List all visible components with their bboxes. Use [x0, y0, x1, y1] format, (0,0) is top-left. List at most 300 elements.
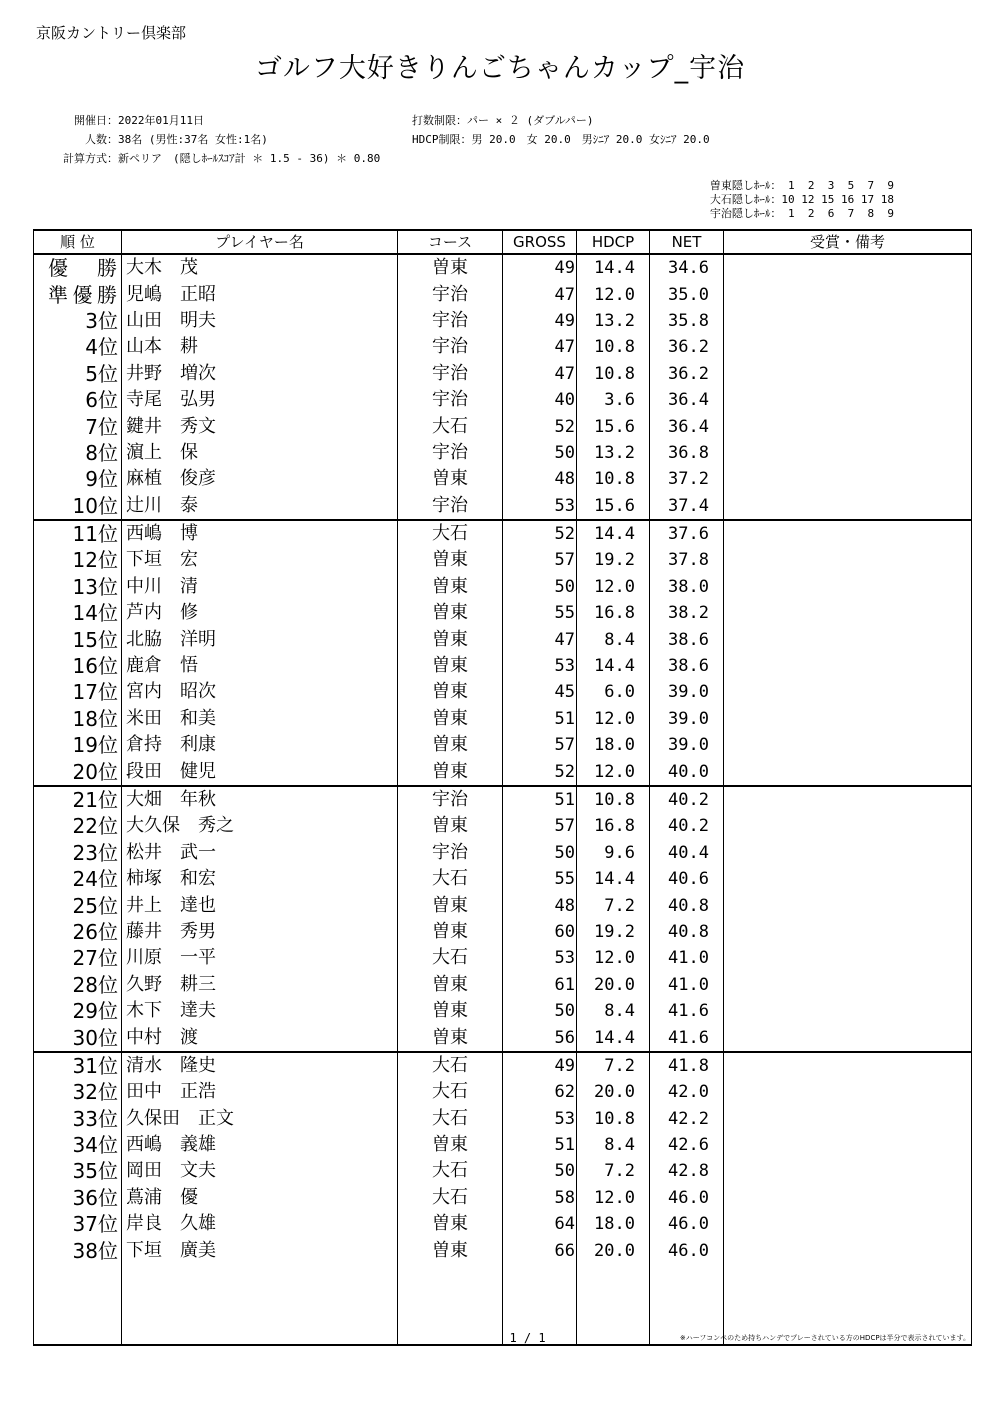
hdcp-cell: 12.0	[577, 706, 650, 732]
hdcp-cell: 8.4	[577, 1132, 650, 1158]
course-cell: 曽東	[398, 892, 503, 918]
rank-cell: 30位	[34, 1024, 122, 1051]
course-cell: 宇治	[398, 308, 503, 334]
player-name-cell: 中村 渡	[122, 1024, 398, 1051]
gross-cell: 50	[503, 574, 577, 600]
table-row	[34, 1106, 972, 1132]
course-cell: 宇治	[398, 840, 503, 866]
course-cell: 宇治	[398, 361, 503, 387]
hdcp-limit-label: HDCP制限：	[412, 133, 472, 146]
table-row	[34, 520, 972, 547]
gross-cell: 52	[503, 520, 577, 547]
date-label: 開催日：	[74, 114, 118, 127]
gross-cell: 53	[503, 653, 577, 679]
table-row	[34, 972, 972, 998]
course-cell: 宇治	[398, 786, 503, 813]
player-name-cell: 山本 耕	[122, 334, 398, 360]
gross-cell: 47	[503, 361, 577, 387]
table-row	[34, 626, 972, 652]
hdcp-cell: 12.0	[577, 758, 650, 785]
player-name-cell: 倉持 利康	[122, 732, 398, 758]
net-cell: 42.6	[650, 1132, 724, 1158]
hdcp-cell: 12.0	[577, 945, 650, 971]
hdcp-cell: 10.8	[577, 1106, 650, 1132]
rank-cell: 準優勝	[34, 281, 122, 307]
table-row	[34, 1211, 972, 1237]
rank-cell: 21位	[34, 786, 122, 813]
course-cell: 曽東	[398, 679, 503, 705]
gross-cell: 58	[503, 1185, 577, 1211]
course-cell: 大石	[398, 1106, 503, 1132]
remarks-cell	[724, 786, 972, 813]
hdcp-cell: 16.8	[577, 600, 650, 626]
hidden-holes-row	[710, 207, 894, 221]
course-cell: 曽東	[398, 254, 503, 281]
date-value: 2022年01月11日	[118, 114, 204, 127]
course-cell: 曽東	[398, 626, 503, 652]
net-cell: 41.0	[650, 945, 724, 971]
net-cell: 41.8	[650, 1052, 724, 1079]
course-cell: 曽東	[398, 1237, 503, 1263]
rank-cell: 22位	[34, 813, 122, 839]
table-row	[34, 653, 972, 679]
remarks-cell	[724, 813, 972, 839]
player-name-cell: 濵上 保	[122, 440, 398, 466]
gross-cell: 49	[503, 254, 577, 281]
table-row	[34, 387, 972, 413]
course-cell: 曽東	[398, 600, 503, 626]
course-cell: 宇治	[398, 387, 503, 413]
rank-cell: 31位	[34, 1052, 122, 1079]
table-row	[34, 732, 972, 758]
net-cell: 42.0	[650, 1079, 724, 1105]
remarks-cell	[724, 334, 972, 360]
net-cell: 39.0	[650, 679, 724, 705]
player-name-cell: 井上 達也	[122, 892, 398, 918]
net-cell: 37.8	[650, 547, 724, 573]
hdcp-limit-value: 男 20.0 女 20.0 男ｼﾆｱ 20.0 女ｼﾆｱ 20.0	[471, 133, 710, 146]
remarks-cell	[724, 308, 972, 334]
hdcp-cell: 10.8	[577, 466, 650, 492]
gross-cell: 50	[503, 440, 577, 466]
hdcp-cell: 7.2	[577, 1052, 650, 1079]
net-cell: 36.4	[650, 413, 724, 439]
hdcp-cell: 19.2	[577, 547, 650, 573]
rank-cell: 15位	[34, 626, 122, 652]
table-row	[34, 1185, 972, 1211]
hdcp-cell: 14.4	[577, 866, 650, 892]
hdcp-cell: 14.4	[577, 520, 650, 547]
gross-cell: 57	[503, 813, 577, 839]
net-cell: 42.2	[650, 1106, 724, 1132]
footnote: ※ハーフコンペのため持ちハンデでプレーされている方のHDCPは半分で表示されています。	[679, 1334, 970, 1342]
player-name-cell: 麻植 俊彦	[122, 466, 398, 492]
remarks-cell	[724, 679, 972, 705]
course-cell: 曽東	[398, 653, 503, 679]
rank-cell: 6位	[34, 387, 122, 413]
stroke-limit-label: 打数制限：	[412, 114, 467, 127]
table-row	[34, 466, 972, 492]
player-name-cell: 井野 増次	[122, 361, 398, 387]
gross-cell: 66	[503, 1237, 577, 1263]
net-cell: 35.8	[650, 308, 724, 334]
hdcp-cell: 18.0	[577, 1211, 650, 1237]
net-cell: 42.8	[650, 1158, 724, 1184]
player-name-cell: 岡田 文夫	[122, 1158, 398, 1184]
method-value: 新ペリア (隠しﾎｰﾙｽｺｱ計 ＊ 1.5 - 36) ＊ 0.80	[118, 152, 381, 165]
rank-cell: 36位	[34, 1185, 122, 1211]
rank-cell: 38位	[34, 1237, 122, 1263]
rank-cell: 3位	[34, 308, 122, 334]
player-name-cell: 北脇 洋明	[122, 626, 398, 652]
gross-cell: 49	[503, 308, 577, 334]
table-row	[34, 892, 972, 918]
table-row	[34, 1052, 972, 1079]
rank-cell: 8位	[34, 440, 122, 466]
net-cell: 40.2	[650, 813, 724, 839]
remarks-cell	[724, 758, 972, 785]
course-cell: 宇治	[398, 334, 503, 360]
remarks-cell	[724, 574, 972, 600]
net-cell: 38.6	[650, 626, 724, 652]
table-row	[34, 493, 972, 520]
hidden-holes-label: 宇治隠しﾎｰﾙ：	[709, 207, 782, 220]
remarks-cell	[724, 1024, 972, 1051]
course-cell: 曽東	[398, 758, 503, 785]
page-title: ゴルフ大好きりんごちゃんカップ_宇治	[254, 53, 746, 84]
remarks-cell	[724, 972, 972, 998]
table-row	[34, 1024, 972, 1051]
rank-cell: 14位	[34, 600, 122, 626]
course-cell: 曽東	[398, 547, 503, 573]
rank-cell: 10位	[34, 493, 122, 520]
gross-cell: 64	[503, 1211, 577, 1237]
rank-cell: 12位	[34, 547, 122, 573]
course-cell: 曽東	[398, 574, 503, 600]
gross-cell: 45	[503, 679, 577, 705]
net-cell: 34.6	[650, 254, 724, 281]
hdcp-cell: 12.0	[577, 281, 650, 307]
rank-cell: 9位	[34, 466, 122, 492]
player-name-cell: 木下 達夫	[122, 998, 398, 1024]
net-cell: 41.6	[650, 1024, 724, 1051]
info-date	[30, 112, 204, 128]
remarks-cell	[724, 1211, 972, 1237]
header-hdcp: HDCP	[577, 230, 650, 254]
course-cell: 大石	[398, 413, 503, 439]
player-name-cell: 清水 隆史	[122, 1052, 398, 1079]
hdcp-cell: 14.4	[577, 653, 650, 679]
gross-cell: 50	[503, 1158, 577, 1184]
gross-cell: 51	[503, 786, 577, 813]
gross-cell: 40	[503, 387, 577, 413]
rank-cell: 13位	[34, 574, 122, 600]
course-cell: 曽東	[398, 919, 503, 945]
hidden-holes	[710, 179, 894, 221]
course-cell: 曽東	[398, 998, 503, 1024]
table-header	[34, 230, 972, 254]
remarks-cell	[724, 998, 972, 1024]
player-name-cell: 大木 茂	[122, 254, 398, 281]
table-row	[34, 308, 972, 334]
stroke-limit-value: パー × ２ (ダブルパー)	[467, 114, 594, 127]
remarks-cell	[724, 466, 972, 492]
player-name-cell: 宮内 昭次	[122, 679, 398, 705]
player-name-cell: 久野 耕三	[122, 972, 398, 998]
player-name-cell: 蔦浦 優	[122, 1185, 398, 1211]
gross-cell: 51	[503, 706, 577, 732]
remarks-cell	[724, 653, 972, 679]
rank-cell: 33位	[34, 1106, 122, 1132]
hidden-holes-list: 1 2 3 5 7 9	[781, 179, 894, 192]
rank-cell: 16位	[34, 653, 122, 679]
rank-cell: 28位	[34, 972, 122, 998]
hdcp-cell: 10.8	[577, 334, 650, 360]
rank-cell: 7位	[34, 413, 122, 439]
hidden-holes-label: 曽東隠しﾎｰﾙ：	[709, 179, 782, 192]
rank-cell: 11位	[34, 520, 122, 547]
player-name-cell: 大畑 年秋	[122, 786, 398, 813]
net-cell: 39.0	[650, 732, 724, 758]
header-rank: 順 位	[34, 230, 122, 254]
hidden-holes-row	[710, 179, 894, 193]
net-cell: 40.8	[650, 919, 724, 945]
net-cell: 36.8	[650, 440, 724, 466]
remarks-cell	[724, 1237, 972, 1263]
player-name-cell: 大久保 秀之	[122, 813, 398, 839]
net-cell: 46.0	[650, 1211, 724, 1237]
course-cell: 曽東	[398, 813, 503, 839]
table-row	[34, 361, 972, 387]
remarks-cell	[724, 892, 972, 918]
gross-cell: 52	[503, 758, 577, 785]
gross-cell: 47	[503, 281, 577, 307]
course-cell: 宇治	[398, 493, 503, 520]
course-cell: 曽東	[398, 732, 503, 758]
method-label: 計算方式：	[63, 152, 118, 165]
remarks-cell	[724, 919, 972, 945]
remarks-cell	[724, 1132, 972, 1158]
gross-cell: 53	[503, 493, 577, 520]
count-label: 人数：	[85, 133, 118, 146]
gross-cell: 53	[503, 1106, 577, 1132]
remarks-cell	[724, 706, 972, 732]
table-row	[34, 440, 972, 466]
course-cell: 宇治	[398, 281, 503, 307]
info-method	[30, 150, 380, 166]
net-cell: 40.4	[650, 840, 724, 866]
hidden-holes-row	[710, 193, 894, 207]
gross-cell: 51	[503, 1132, 577, 1158]
gross-cell: 47	[503, 334, 577, 360]
table-row	[34, 1237, 972, 1263]
net-cell: 46.0	[650, 1185, 724, 1211]
table-row	[34, 574, 972, 600]
remarks-cell	[724, 600, 972, 626]
table-row	[34, 998, 972, 1024]
course-cell: 曽東	[398, 706, 503, 732]
gross-cell: 55	[503, 866, 577, 892]
hdcp-cell: 20.0	[577, 1079, 650, 1105]
course-cell: 曽東	[398, 1211, 503, 1237]
gross-cell: 47	[503, 626, 577, 652]
course-cell: 宇治	[398, 440, 503, 466]
gross-cell: 48	[503, 892, 577, 918]
player-name-cell: 児嶋 正昭	[122, 281, 398, 307]
net-cell: 37.6	[650, 520, 724, 547]
remarks-cell	[724, 413, 972, 439]
rank-cell: 26位	[34, 919, 122, 945]
hdcp-cell: 14.4	[577, 254, 650, 281]
table-row	[34, 919, 972, 945]
hdcp-cell: 13.2	[577, 440, 650, 466]
net-cell: 46.0	[650, 1237, 724, 1263]
results-table	[33, 229, 972, 1346]
table-row	[34, 840, 972, 866]
info-count	[30, 131, 268, 147]
remarks-cell	[724, 254, 972, 281]
hdcp-cell: 19.2	[577, 919, 650, 945]
net-cell: 40.8	[650, 892, 724, 918]
course-cell: 大石	[398, 945, 503, 971]
course-cell: 大石	[398, 1079, 503, 1105]
gross-cell: 62	[503, 1079, 577, 1105]
gross-cell: 52	[503, 413, 577, 439]
player-name-cell: 田中 正浩	[122, 1079, 398, 1105]
remarks-cell	[724, 547, 972, 573]
player-name-cell: 山田 明夫	[122, 308, 398, 334]
remarks-cell	[724, 361, 972, 387]
net-cell: 36.4	[650, 387, 724, 413]
gross-cell: 57	[503, 732, 577, 758]
table-row	[34, 281, 972, 307]
player-name-cell: 芦内 修	[122, 600, 398, 626]
rank-cell: 29位	[34, 998, 122, 1024]
table-row	[34, 1158, 972, 1184]
net-cell: 38.6	[650, 653, 724, 679]
table-row	[34, 1079, 972, 1105]
count-value: 38名 (男性:37名 女性:1名)	[118, 133, 268, 146]
hidden-holes-list: 1 2 6 7 8 9	[781, 207, 894, 220]
table-row	[34, 413, 972, 439]
course-cell: 曽東	[398, 972, 503, 998]
remarks-cell	[724, 493, 972, 520]
header-remarks: 受賞・備考	[724, 230, 972, 254]
player-name-cell: 西嶋 義雄	[122, 1132, 398, 1158]
remarks-cell	[724, 945, 972, 971]
net-cell: 40.2	[650, 786, 724, 813]
gross-cell: 55	[503, 600, 577, 626]
remarks-cell	[724, 387, 972, 413]
table-row	[34, 254, 972, 281]
rank-cell: 34位	[34, 1132, 122, 1158]
rank-cell: 18位	[34, 706, 122, 732]
player-name-cell: 米田 和美	[122, 706, 398, 732]
rank-cell: 25位	[34, 892, 122, 918]
table-row	[34, 866, 972, 892]
hdcp-cell: 9.6	[577, 840, 650, 866]
hdcp-cell: 13.2	[577, 308, 650, 334]
remarks-cell	[724, 1052, 972, 1079]
net-cell: 41.6	[650, 998, 724, 1024]
gross-cell: 60	[503, 919, 577, 945]
player-name-cell: 鍵井 秀文	[122, 413, 398, 439]
rank-cell: 17位	[34, 679, 122, 705]
hdcp-cell: 14.4	[577, 1024, 650, 1051]
course-cell: 曽東	[398, 1024, 503, 1051]
remarks-cell	[724, 1106, 972, 1132]
table-row	[34, 334, 972, 360]
gross-cell: 50	[503, 840, 577, 866]
player-name-cell: 段田 健児	[122, 758, 398, 785]
net-cell: 36.2	[650, 334, 724, 360]
player-name-cell: 松井 武一	[122, 840, 398, 866]
hdcp-cell: 6.0	[577, 679, 650, 705]
player-name-cell: 西嶋 博	[122, 520, 398, 547]
remarks-cell	[724, 840, 972, 866]
player-name-cell: 鹿倉 悟	[122, 653, 398, 679]
rank-cell: 優 勝	[34, 254, 122, 281]
gross-cell: 48	[503, 466, 577, 492]
player-name-cell: 下垣 廣美	[122, 1237, 398, 1263]
net-cell: 40.6	[650, 866, 724, 892]
rank-cell: 4位	[34, 334, 122, 360]
gross-cell: 53	[503, 945, 577, 971]
net-cell: 40.0	[650, 758, 724, 785]
net-cell: 38.2	[650, 600, 724, 626]
header-net: NET	[650, 230, 724, 254]
remarks-cell	[724, 520, 972, 547]
player-name-cell: 下垣 宏	[122, 547, 398, 573]
course-cell: 大石	[398, 1158, 503, 1184]
hdcp-cell: 16.8	[577, 813, 650, 839]
player-name-cell: 寺尾 弘男	[122, 387, 398, 413]
table-row	[34, 945, 972, 971]
table-row	[34, 600, 972, 626]
remarks-cell	[724, 626, 972, 652]
rank-cell: 5位	[34, 361, 122, 387]
player-name-cell: 川原 一平	[122, 945, 398, 971]
gross-cell: 49	[503, 1052, 577, 1079]
course-cell: 大石	[398, 866, 503, 892]
hdcp-cell: 12.0	[577, 574, 650, 600]
remarks-cell	[724, 1079, 972, 1105]
hdcp-cell: 7.2	[577, 892, 650, 918]
hdcp-cell: 20.0	[577, 972, 650, 998]
table-row	[34, 786, 972, 813]
player-name-cell: 久保田 正文	[122, 1106, 398, 1132]
table-row	[34, 679, 972, 705]
table-row	[34, 547, 972, 573]
hdcp-cell: 15.6	[577, 413, 650, 439]
hidden-holes-label: 大石隠しﾎｰﾙ：	[709, 193, 782, 206]
remarks-cell	[724, 1158, 972, 1184]
gross-cell: 50	[503, 998, 577, 1024]
table-row	[34, 1132, 972, 1158]
remarks-cell	[724, 732, 972, 758]
hdcp-cell: 10.8	[577, 361, 650, 387]
net-cell: 36.2	[650, 361, 724, 387]
rank-cell: 20位	[34, 758, 122, 785]
hdcp-cell: 20.0	[577, 1237, 650, 1263]
player-name-cell: 岸良 久雄	[122, 1211, 398, 1237]
net-cell: 37.2	[650, 466, 724, 492]
course-cell: 曽東	[398, 466, 503, 492]
rank-cell: 35位	[34, 1158, 122, 1184]
net-cell: 37.4	[650, 493, 724, 520]
hidden-holes-list: 10 12 15 16 17 18	[781, 193, 894, 206]
course-cell: 大石	[398, 1185, 503, 1211]
